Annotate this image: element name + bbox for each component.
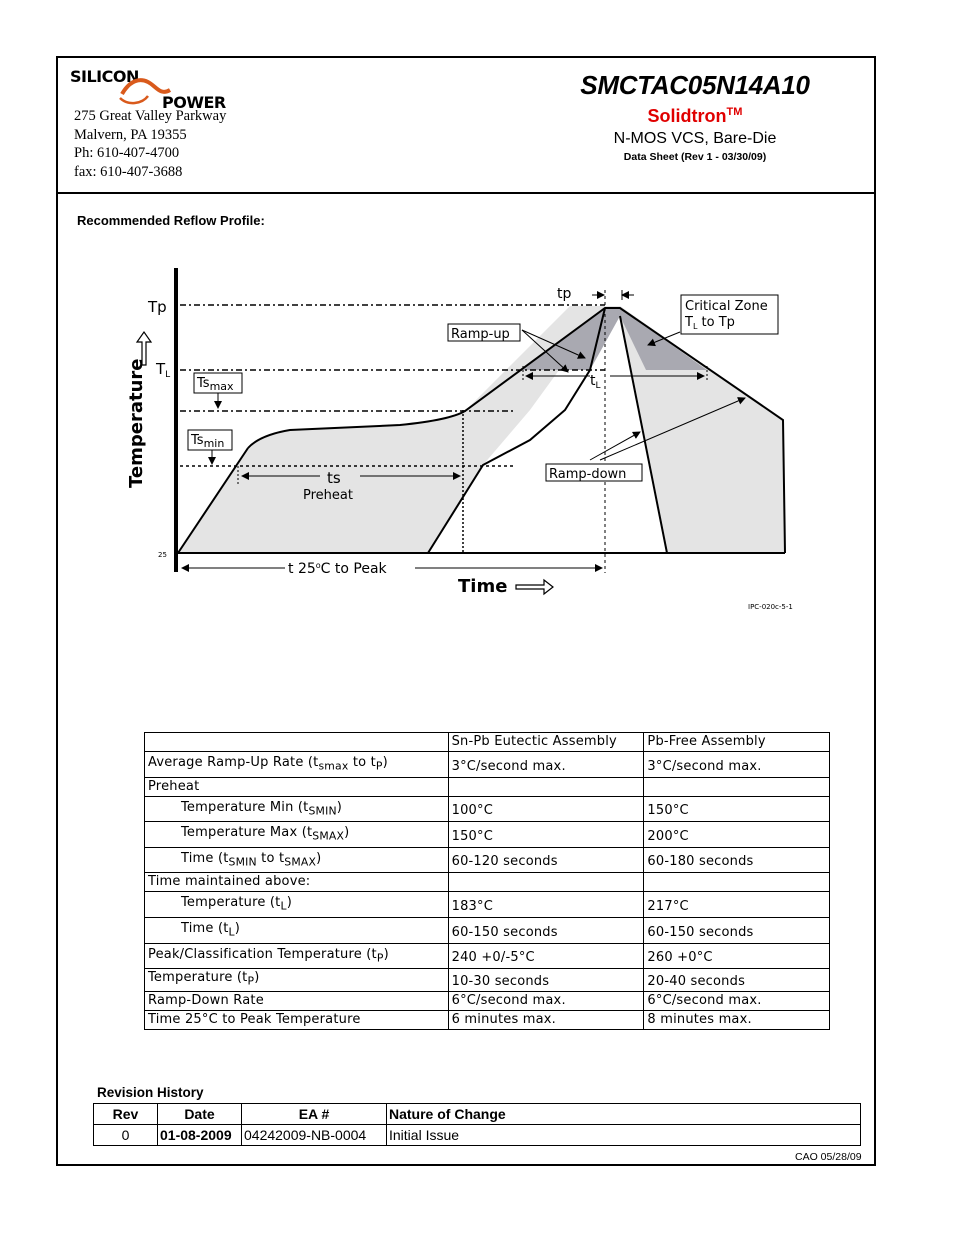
tp-axis-label: Tp <box>148 298 167 316</box>
row-label: Average Ramp-Up Rate ($t_{smax}$ to $t_P$) <box>145 752 449 778</box>
cell-pbfree: 60-180 seconds <box>644 847 830 873</box>
tl-axis-label: $T_L$ <box>156 360 171 380</box>
row-label: Temperature $(t_L)$ <box>145 892 449 918</box>
cell-pbfree: 200°C <box>644 822 830 848</box>
cell-pbfree: 60-150 seconds <box>644 917 830 943</box>
cell-pbfree <box>644 873 830 892</box>
header-ea: EA # <box>242 1104 387 1125</box>
row-label: Temperature Max $(t_{SMAX})$ <box>145 822 449 848</box>
table-row <box>145 796 830 822</box>
header-cell-snpb: Sn-Pb Eutectic Assembly <box>448 733 644 752</box>
cell-snpb: 183°C <box>448 892 644 918</box>
cell-pbfree: 20-40 seconds <box>644 969 830 992</box>
footer-code: CAO 05/28/09 <box>795 1151 862 1163</box>
cell-pbfree: 217°C <box>644 892 830 918</box>
profile-band <box>178 306 785 553</box>
cell-date: 01-08-2009 <box>158 1125 242 1146</box>
cell-snpb: 100°C <box>448 796 644 822</box>
row-label: Time 25°C to Peak Temperature <box>145 1010 449 1029</box>
company-address <box>74 107 226 181</box>
critical-zone-range: $T_L$ to Tp <box>685 315 735 331</box>
table-row <box>145 873 830 892</box>
header-rev: Rev <box>94 1104 158 1125</box>
revision-header-row <box>94 1104 861 1125</box>
address-fax: fax: 610-407-3688 <box>74 163 183 180</box>
tsmax-label: $Ts_{max}$ <box>197 376 234 393</box>
preheat-label: Preheat <box>303 488 353 503</box>
silicon-power-logo <box>70 66 240 110</box>
device-description: N-MOS VCS, Bare-Die <box>613 130 777 147</box>
reflow-spec-table <box>144 732 830 1030</box>
table-row <box>145 917 830 943</box>
ramp-up-label: Ramp-up <box>451 327 510 342</box>
cell-snpb: 240 +0/-5°C <box>448 943 644 969</box>
logo-swoosh-icon <box>122 80 170 94</box>
ramp-down-label: Ramp-down <box>549 467 627 482</box>
table-row <box>145 892 830 918</box>
revision-history-title: Revision History <box>97 1085 204 1100</box>
cell-snpb: 60-120 seconds <box>448 847 644 873</box>
table-row <box>145 847 830 873</box>
cell-snpb: 6 minutes max. <box>448 1010 644 1029</box>
table-row <box>145 969 830 992</box>
cell-change: Initial Issue <box>387 1125 861 1146</box>
cell-pbfree <box>644 777 830 796</box>
row-label: Temperature Min $(t_{SMIN})$ <box>145 796 449 822</box>
cell-snpb <box>448 873 644 892</box>
reflow-profile-diagram <box>120 260 840 620</box>
arrow-right-icon <box>516 580 553 594</box>
header-divider <box>56 192 876 194</box>
header-cell-pbfree: Pb-Free Assembly <box>644 733 830 752</box>
figure-reference: IPC-020c-5-1 <box>748 603 793 611</box>
row-label: Time ($t_{SMIN}$ to $t_{SMAX}$) <box>145 847 449 873</box>
critical-zone-title: Critical Zone <box>685 299 768 314</box>
cell-pbfree: 8 minutes max. <box>644 1010 830 1029</box>
revision-history-table <box>93 1103 861 1146</box>
table-row <box>145 943 830 969</box>
brand-text: Solidtron <box>647 106 727 126</box>
brand-name <box>560 106 830 127</box>
header-nature-of-change: Nature of Change <box>387 1104 861 1125</box>
x-axis-label: Time <box>458 576 508 597</box>
origin-label: 25 <box>158 551 167 559</box>
table-header-row <box>145 733 830 752</box>
cell-rev: 0 <box>94 1125 158 1146</box>
cell-snpb: 150°C <box>448 822 644 848</box>
cell-snpb: 60-150 seconds <box>448 917 644 943</box>
ts-label: ts <box>327 469 341 487</box>
row-label: Ramp-Down Rate <box>145 991 449 1010</box>
cell-pbfree: 3°C/second max. <box>644 752 830 778</box>
row-label: Peak/Classification Temperature $(t_P)$ <box>145 943 449 969</box>
tp-time-label: tp <box>557 286 572 302</box>
address-line: 275 Great Valley Parkway <box>74 108 227 124</box>
table-row <box>145 822 830 848</box>
section-title: Recommended Reflow Profile: <box>77 213 265 228</box>
header-cell <box>145 733 449 752</box>
cell-snpb: 3°C/second max. <box>448 752 644 778</box>
row-label: Preheat <box>145 777 449 796</box>
cell-pbfree: 150°C <box>644 796 830 822</box>
table-row <box>145 752 830 778</box>
row-label: Temperature $(t_P)$ <box>145 969 449 992</box>
row-label: Time maintained above: <box>145 873 449 892</box>
tl-time-label: $t_L$ <box>590 373 601 391</box>
logo-text-bottom: POWER <box>162 93 226 110</box>
header-date: Date <box>158 1104 242 1125</box>
datasheet-revision: Data Sheet (Rev 1 - 03/30/09) <box>623 151 767 163</box>
logo-text-top: SILICON <box>70 67 139 86</box>
address-line: Malvern, PA 19355 <box>74 126 187 143</box>
table-row <box>145 777 830 796</box>
address-phone: Ph: 610-407-4700 <box>74 145 180 161</box>
cell-ea: 04242009-NB-0004 <box>242 1125 387 1146</box>
t-to-peak-label: t 25$^o$C to Peak <box>288 561 387 577</box>
trademark-mark: TM <box>726 106 743 118</box>
cell-snpb <box>448 777 644 796</box>
tsmin-label: $Ts_{min}$ <box>191 433 225 450</box>
logo-swoosh-lower-icon <box>120 96 148 103</box>
table-row <box>145 1010 830 1029</box>
cell-pbfree: 260 +0°C <box>644 943 830 969</box>
cell-snpb: 6°C/second max. <box>448 991 644 1010</box>
table-row <box>145 991 830 1010</box>
y-axis-label: Temperature <box>126 358 147 488</box>
part-number: SMCTAC05N14A10 <box>580 70 810 100</box>
revision-row <box>94 1125 861 1146</box>
cell-snpb: 10-30 seconds <box>448 969 644 992</box>
row-label: Time $(t_L)$ <box>145 917 449 943</box>
cell-pbfree: 6°C/second max. <box>644 991 830 1010</box>
